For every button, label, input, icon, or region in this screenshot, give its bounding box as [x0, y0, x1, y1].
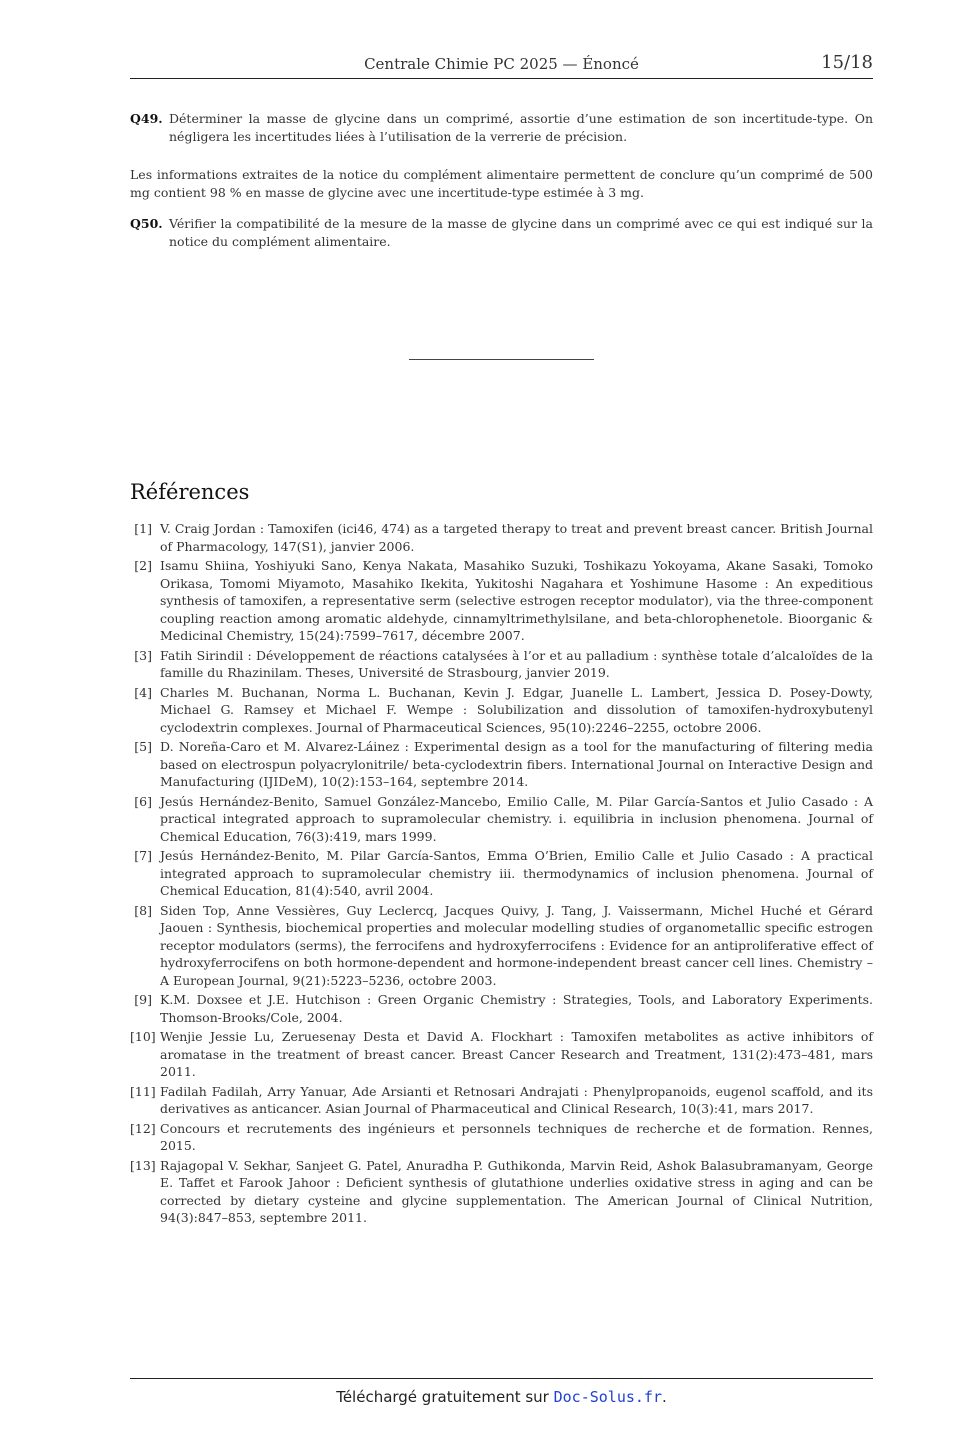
reference-text: Siden Top, Anne Vessières, Guy Leclercq, Jacques Quivy, J. Tang, J. Vaissermann, Michel Huché et Gérard Jaouen : Synthesis, biochemical properties and molecular modelling studies of organometallic specific estrogen receptor modulators (serms), the ferrocifens and hydroxyferrocifens : Evidence for an antiproliferative effect of hydroxyferrocifens on both hormone-dependent and hormone-independent breast cancer cell lines. Chemistry – A European Journal, 9(21):5223–5236, octobre 2003.	[160, 902, 873, 988]
reference-text: Jesús Hernández-Benito, Samuel González-Mancebo, Emilio Calle, M. Pilar García-Santos et Julio Casado : A practical integrated approach to supramolecular chemistry. i. equilibria in inclusion phenomena. Journal of Chemical Education, 76(3):419, mars 1999.	[160, 793, 873, 844]
reference-number: [4]	[134, 684, 152, 700]
section-separator	[409, 359, 594, 360]
reference-text: Jesús Hernández-Benito, M. Pilar García-Santos, Emma O’Brien, Emilio Calle et Julio Casado : A practical integrated approach to supramolecular chemistry iii. thermodynamics of inclusion phenomena. Journal of Chemical Education, 81(4):540, avril 2004.	[160, 848, 873, 898]
reference-number: [3]	[134, 647, 152, 663]
reference-item	[130, 557, 873, 645]
info-paragraph: Les informations extraites de la notice du complément alimentaire permettent de conclure qu’un comprimé de 500 mg contient 98 % en masse de glycine avec une incertitude-type estimée à 3 mg.	[130, 167, 873, 200]
reference-item	[130, 902, 873, 990]
question-number: Q49.	[130, 111, 163, 126]
reference-item	[130, 1157, 873, 1227]
reference-item	[130, 1028, 873, 1081]
doc-solus-link[interactable]: Doc-Solus.fr	[553, 1388, 662, 1406]
reference-item	[130, 684, 873, 737]
reference-item	[130, 738, 873, 791]
references-title: Références	[130, 480, 250, 504]
reference-text: D. Noreña-Caro et M. Alvarez-Láinez : Experimental design as a tool for the manufacturing of filtering media based on electrospun polyacrylonitrile/ beta-cyclodextrin fibers. International Journal on Interactive Design and Manufacturing (IJIDeM), 10(2):153–164, septembre 2014.	[160, 739, 873, 789]
reference-item	[130, 793, 873, 846]
reference-item	[130, 1120, 873, 1155]
reference-item	[130, 520, 873, 555]
reference-item	[130, 647, 873, 682]
reference-item	[130, 991, 873, 1026]
page-number: 15/18	[821, 52, 873, 73]
question-number: Q50.	[130, 216, 163, 231]
reference-text: Wenjie Jessie Lu, Zeruesenay Desta et David A. Flockhart : Tamoxifen metabolites as active inhibitors of aromatase in the treatment of breast cancer. Breast Cancer Research and Treatment, 131(2):473–481, mars 2011.	[160, 1029, 873, 1079]
reference-text: K.M. Doxsee et J.E. Hutchison : Green Organic Chemistry : Strategies, Tools, and Laboratory Experiments. Thomson-Brooks/Cole, 2004.	[160, 992, 873, 1025]
footer-text: Téléchargé gratuitement sur	[336, 1388, 549, 1406]
reference-number: [8]	[134, 902, 152, 918]
reference-number: [13]	[130, 1157, 156, 1173]
page-footer	[130, 1378, 873, 1406]
references-list	[130, 520, 873, 1229]
reference-number: [5]	[134, 739, 152, 754]
footer-line	[130, 1388, 873, 1406]
reference-item	[130, 1083, 873, 1118]
footer-end: .	[662, 1388, 667, 1406]
page-header	[130, 52, 873, 79]
question-text: Vérifier la compatibilité de la mesure de la masse de glycine dans un comprimé avec ce qui est indiqué sur la notice du complément alimentaire.	[169, 216, 873, 249]
reference-number: [1]	[134, 521, 152, 536]
reference-number: [9]	[134, 992, 152, 1007]
reference-text: Concours et recrutements des ingénieurs et personnels techniques de recherche et de formation. Rennes, 2015.	[160, 1120, 873, 1153]
reference-number: [11]	[130, 1083, 156, 1099]
question-q49	[130, 110, 873, 145]
reference-number: [6]	[134, 793, 152, 809]
reference-text: Isamu Shiina, Yoshiyuki Sano, Kenya Nakata, Masahiko Suzuki, Toshikazu Yokoyama, Akane Sasaki, Tomoko Orikasa, Tomomi Miyamoto, Masahiko Ikekita, Yukitoshi Nagahara et Yoshimune Hasome : An expeditious synthesis of tamoxifen, a representative serm (selective estrogen receptor modulator), via the three-component coupling reaction among aromatic aldehyde, cinnamyltrimethylsilane, and beta-chlorophenetole. Bioorganic & Medicinal Chemistry, 15(24):7599–7617, décembre 2007.	[160, 558, 873, 643]
reference-text: Rajagopal V. Sekhar, Sanjeet G. Patel, Anuradha P. Guthikonda, Marvin Reid, Ashok Balasubramanyam, George E. Taffet et Farook Jahoor : Deficient synthesis of glutathione underlies oxidative stress in aging and can be corrected by dietary cysteine and glycine supplementation. The American Journal of Clinical Nutrition, 94(3):847–853, septembre 2011.	[160, 1157, 873, 1225]
reference-number: [2]	[134, 558, 152, 573]
reference-text: Charles M. Buchanan, Norma L. Buchanan, Kevin J. Edgar, Juanelle L. Lambert, Jessica D. Posey-Dowty, Michael G. Ramsey et Michael F. Wempe : Solubilization and dissolution of tamoxifen-hydroxybutenyl cyclodextrin complexes. Journal of Pharmaceutical Sciences, 95(10):2246–2255, octobre 2006.	[160, 684, 873, 735]
reference-text: V. Craig Jordan : Tamoxifen (ici46, 474) as a targeted therapy to treat and prevent breast cancer. British Journal of Pharmacology, 147(S1), janvier 2006.	[160, 521, 873, 554]
reference-number: [10]	[130, 1029, 156, 1044]
reference-item	[130, 847, 873, 900]
reference-text: Fadilah Fadilah, Arry Yanuar, Ade Arsianti et Retnosari Andrajati : Phenylpropanoids, eugenol scaffold, and its derivatives as anticancer. Asian Journal of Pharmaceutical and Clinical Research, 10(3):41, mars 2017.	[160, 1083, 873, 1116]
question-q50	[130, 215, 873, 250]
question-text: Déterminer la masse de glycine dans un comprimé, assortie d’une estimation de son incertitude-type. On négligera les incertitudes liées à l’utilisation de la verrerie de précision.	[169, 111, 873, 144]
reference-text: Fatih Sirindil : Développement de réactions catalysées à l’or et au palladium : synthèse totale d’alcaloïdes de la famille du Rhazinilam. Theses, Université de Strasbourg, janvier 2019.	[160, 647, 873, 680]
header-title: Centrale Chimie PC 2025 — Énoncé	[364, 55, 639, 73]
reference-number: [7]	[134, 848, 152, 863]
reference-number: [12]	[130, 1120, 156, 1136]
